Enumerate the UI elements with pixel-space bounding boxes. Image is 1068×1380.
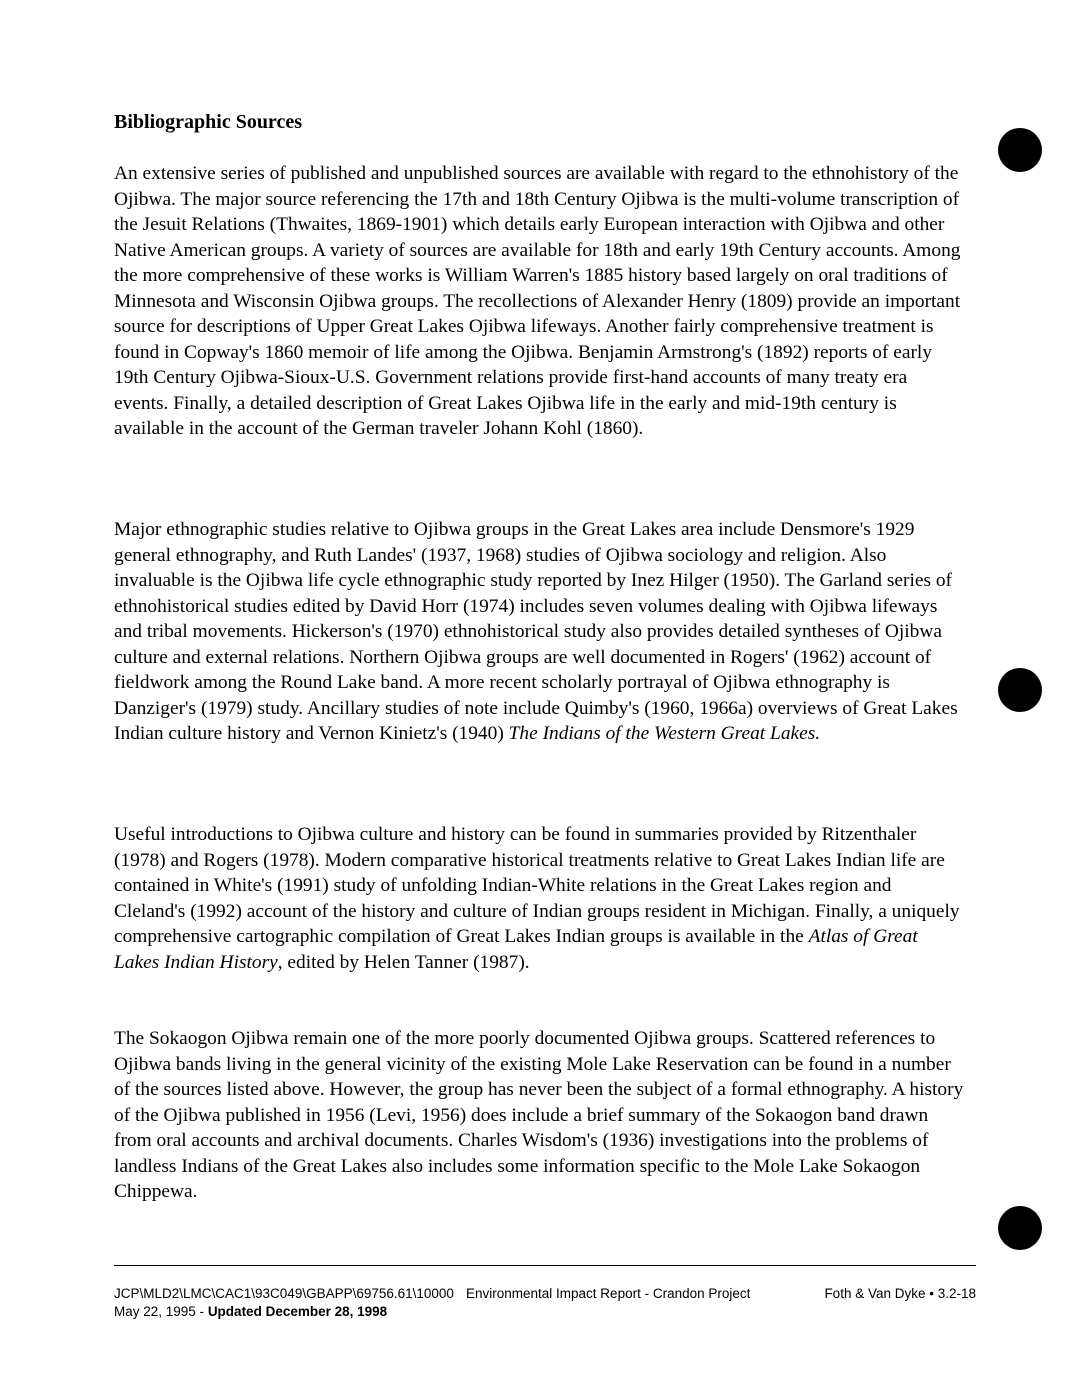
footer-report-title: Environmental Impact Report - Crandon Project xyxy=(466,1286,751,1301)
paragraph-ethnohistory-sources: An extensive series of published and unpublished sources are available with regard to the ethnohistory of the Ojibwa. The major source referencing the 17th and 18th Century Ojibwa is the multi-volume transcription of the Jesuit Relations (Thwaites, 1869-1901) which details early European interaction with Ojibwa and other Native American groups. A variety of sources are available for 18th and early 19th Century accounts. Among the more comprehensive of these works is William Warren's 1885 history based largely on oral traditions of Minnesota and Wisconsin Ojibwa groups. The recollections of Alexander Henry (1809) provide an important source for descriptions of Upper Great Lakes Ojibwa lifeways. Another fairly comprehensive treatment is found in Copway's 1860 memoir of life among the Ojibwa. Benjamin Armstrong's (1892) reports of early 19th Century Ojibwa-Sioux-U.S. Government relations provide first-hand accounts of many treaty era events. Finally, a detailed description of Great Lakes Ojibwa life in the early and mid-19th century is available in the account of the German traveler Johann Kohl (1860). xyxy=(114,163,961,439)
paragraph-text: Useful introductions to Ojibwa culture and history can be found in summaries provided by Ritzenthaler (1978) and Rogers (1978). Modern comparative historical treatments relative to Great Lakes Indian life are contained in White's (1991) study of unfolding Indian-White relations in the Great Lakes region and Cleland's (1992) account of the history and culture of Indian groups resident in Michigan. Finally, a uniquely comprehensive cartographic compilation of Great Lakes Indian groups is available in the xyxy=(114,824,960,947)
paragraph-sokaogon: The Sokaogon Ojibwa remain one of the more poorly documented Ojibwa groups. Scattered references to Ojibwa bands living in the general vicinity of the existing Mole Lake Reservation can be found in a number of the sources listed above. However, the group has never been the subject of a formal ethnography. A history of the Ojibwa published in 1956 (Levi, 1956) does include a brief summary of the Sokaogon band drawn from oral accounts and archival documents. Charles Wisdom's (1936) investigations into the problems of landless Indians of the Great Lakes also includes some information specific to the Mole Lake Sokaogon Chippewa. xyxy=(114,1028,964,1202)
paragraph-introductions xyxy=(114,822,964,975)
footer-page-number: Foth & Van Dyke • 3.2-18 xyxy=(824,1286,976,1301)
book-title: The Indians of the Western Great Lakes. xyxy=(508,723,821,744)
binder-hole-mark xyxy=(998,668,1042,712)
book-title: Atlas of Great Lakes Indian History xyxy=(114,926,918,973)
paragraph-text: , edited by Helen Tanner (1987). xyxy=(277,951,530,973)
paragraph-text: Major ethnographic studies relative to Ojibwa groups in the Great Lakes area include Densmore's 1929 general ethnography, and Ruth Landes' (1937, 1968) studies of Ojibwa sociology and religion. Also invaluable is the Ojibwa life cycle ethnographic study reported by Inez Hilger (1950). The Garland series of ethnohistorical studies edited by David Horr (1974) includes seven volumes dealing with Ojibwa lifeways and tribal movements. Hickerson's (1970) ethnohistorical study also provides detailed syntheses of Ojibwa culture and external relations. Northern Ojibwa groups are well documented in Rogers' (1962) account of fieldwork among the Round Lake band. A more recent scholarly portrayal of Ojibwa ethnography is Danziger's (1979) study. Ancillary studies of note include Quimby's (1960, 1966a) overviews of Great Lakes Indian culture history and Vernon Kinietz's (1940) xyxy=(114,519,958,744)
footer-original-date: May 22, 1995 - xyxy=(114,1304,208,1319)
footer-divider xyxy=(114,1265,976,1266)
paragraph-ethnographic-studies xyxy=(114,517,964,747)
footer-file-path: JCP\MLD2\LMC\CAC1\93C049\GBAPP\69756.61\10000 xyxy=(114,1286,454,1301)
binder-hole-mark xyxy=(998,128,1042,172)
footer-date xyxy=(114,1303,387,1320)
footer-updated-date: Updated December 28, 1998 xyxy=(207,1304,388,1319)
binder-hole-mark xyxy=(998,1206,1042,1250)
section-heading: Bibliographic Sources xyxy=(114,111,302,133)
